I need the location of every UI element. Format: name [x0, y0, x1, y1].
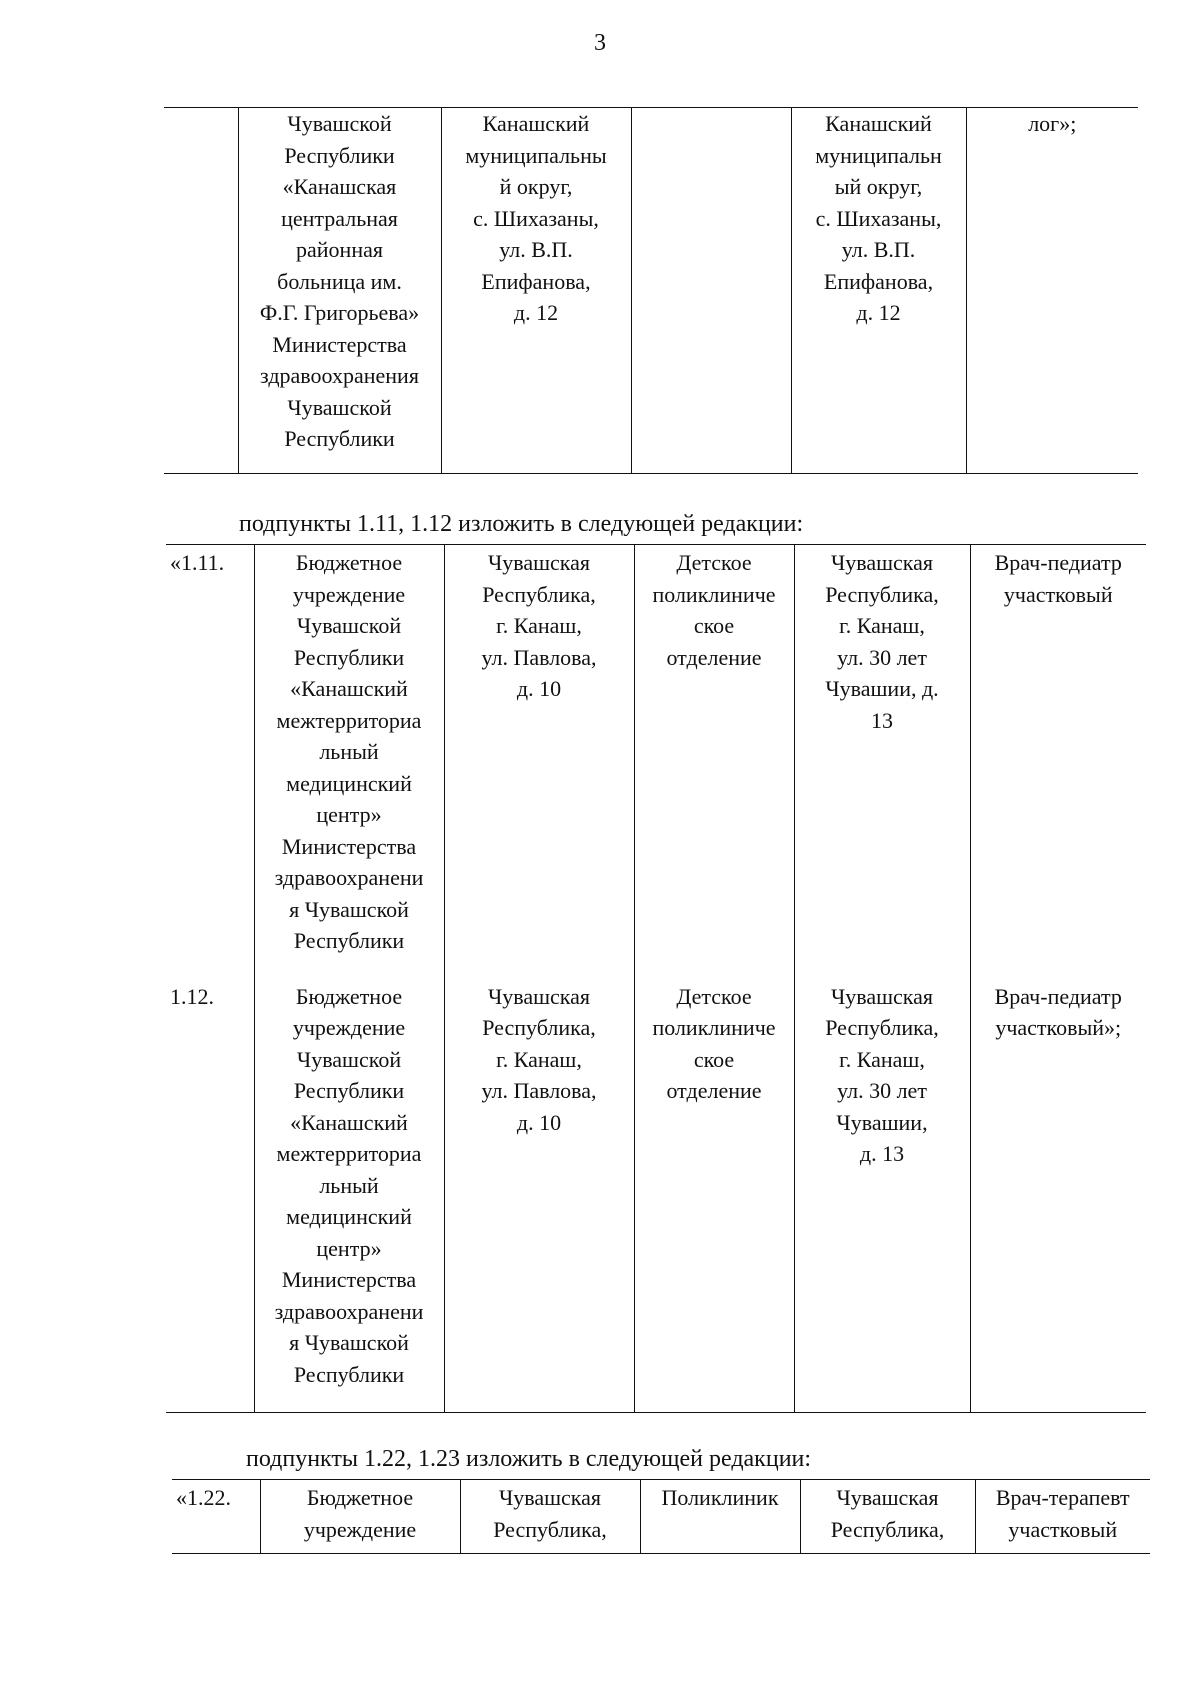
cell-unit	[631, 108, 791, 474]
table-subitems-1-11-1-12	[166, 544, 1146, 1413]
cell-address-legal: Канашский муниципальны й округ, с. Шихазаны, ул. В.П. Епифанова, д. 12	[441, 108, 631, 474]
cell-position: Врач-педиатр участковый»;	[970, 977, 1146, 1413]
table-row	[166, 545, 1146, 977]
page-number: 3	[594, 30, 606, 56]
table-row	[172, 1480, 1150, 1554]
cell-institution: Бюджетное учреждение	[260, 1480, 460, 1554]
cell-institution: Бюджетное учреждение Чувашской Республики «Канашский межтерриториа льный медицинский центр» Министерства здравоохранени я Чувашской Республики	[254, 545, 444, 977]
cell-position: Врач-педиатр участковый	[970, 545, 1146, 977]
cell-unit: Детское поликлиниче ское отделение	[634, 545, 794, 977]
cell-address-legal: Чувашская Республика,	[460, 1480, 640, 1554]
cell-unit: Поликлиник	[640, 1480, 800, 1554]
cell-institution: Бюджетное учреждение Чувашской Республики «Канашский межтерриториа льный медицинский центр» Министерства здравоохранени я Чувашской Республики	[254, 977, 444, 1413]
cell-address-actual: Чувашская Республика, г. Канаш, ул. 30 лет Чувашии, д. 13	[794, 545, 970, 977]
cell-number: «1.22.	[172, 1480, 260, 1554]
table-subitems-1-22-1-23	[172, 1479, 1150, 1554]
cell-number: 1.12.	[166, 977, 254, 1413]
cell-address-legal: Чувашская Республика, г. Канаш, ул. Павлова, д. 10	[444, 545, 634, 977]
table-continuation	[164, 107, 1138, 474]
cell-address-legal: Чувашская Республика, г. Канаш, ул. Павлова, д. 10	[444, 977, 634, 1413]
cell-institution: Чувашской Республики «Канашская центральная районная больница им. Ф.Г. Григорьева» Министерства здравоохранения Чувашской Республики	[238, 108, 441, 474]
cell-position: лог»;	[966, 108, 1138, 474]
cell-number: «1.11.	[166, 545, 254, 977]
paragraph-subitems-1-11-1-12: подпункты 1.11, 1.12 изложить в следующей редакции:	[239, 511, 804, 537]
table-row	[164, 108, 1138, 474]
cell-address-actual: Чувашская Республика,	[800, 1480, 975, 1554]
cell-unit: Детское поликлиниче ское отделение	[634, 977, 794, 1413]
table-row	[166, 977, 1146, 1413]
cell-number	[164, 108, 238, 474]
cell-address-actual: Чувашская Республика, г. Канаш, ул. 30 лет Чувашии, д. 13	[794, 977, 970, 1413]
cell-address-actual: Канашский муниципальн ый округ, с. Шихазаны, ул. В.П. Епифанова, д. 12	[791, 108, 966, 474]
paragraph-subitems-1-22-1-23: подпункты 1.22, 1.23 изложить в следующей редакции:	[246, 1446, 812, 1472]
cell-position: Врач-терапевт участковый	[975, 1480, 1150, 1554]
